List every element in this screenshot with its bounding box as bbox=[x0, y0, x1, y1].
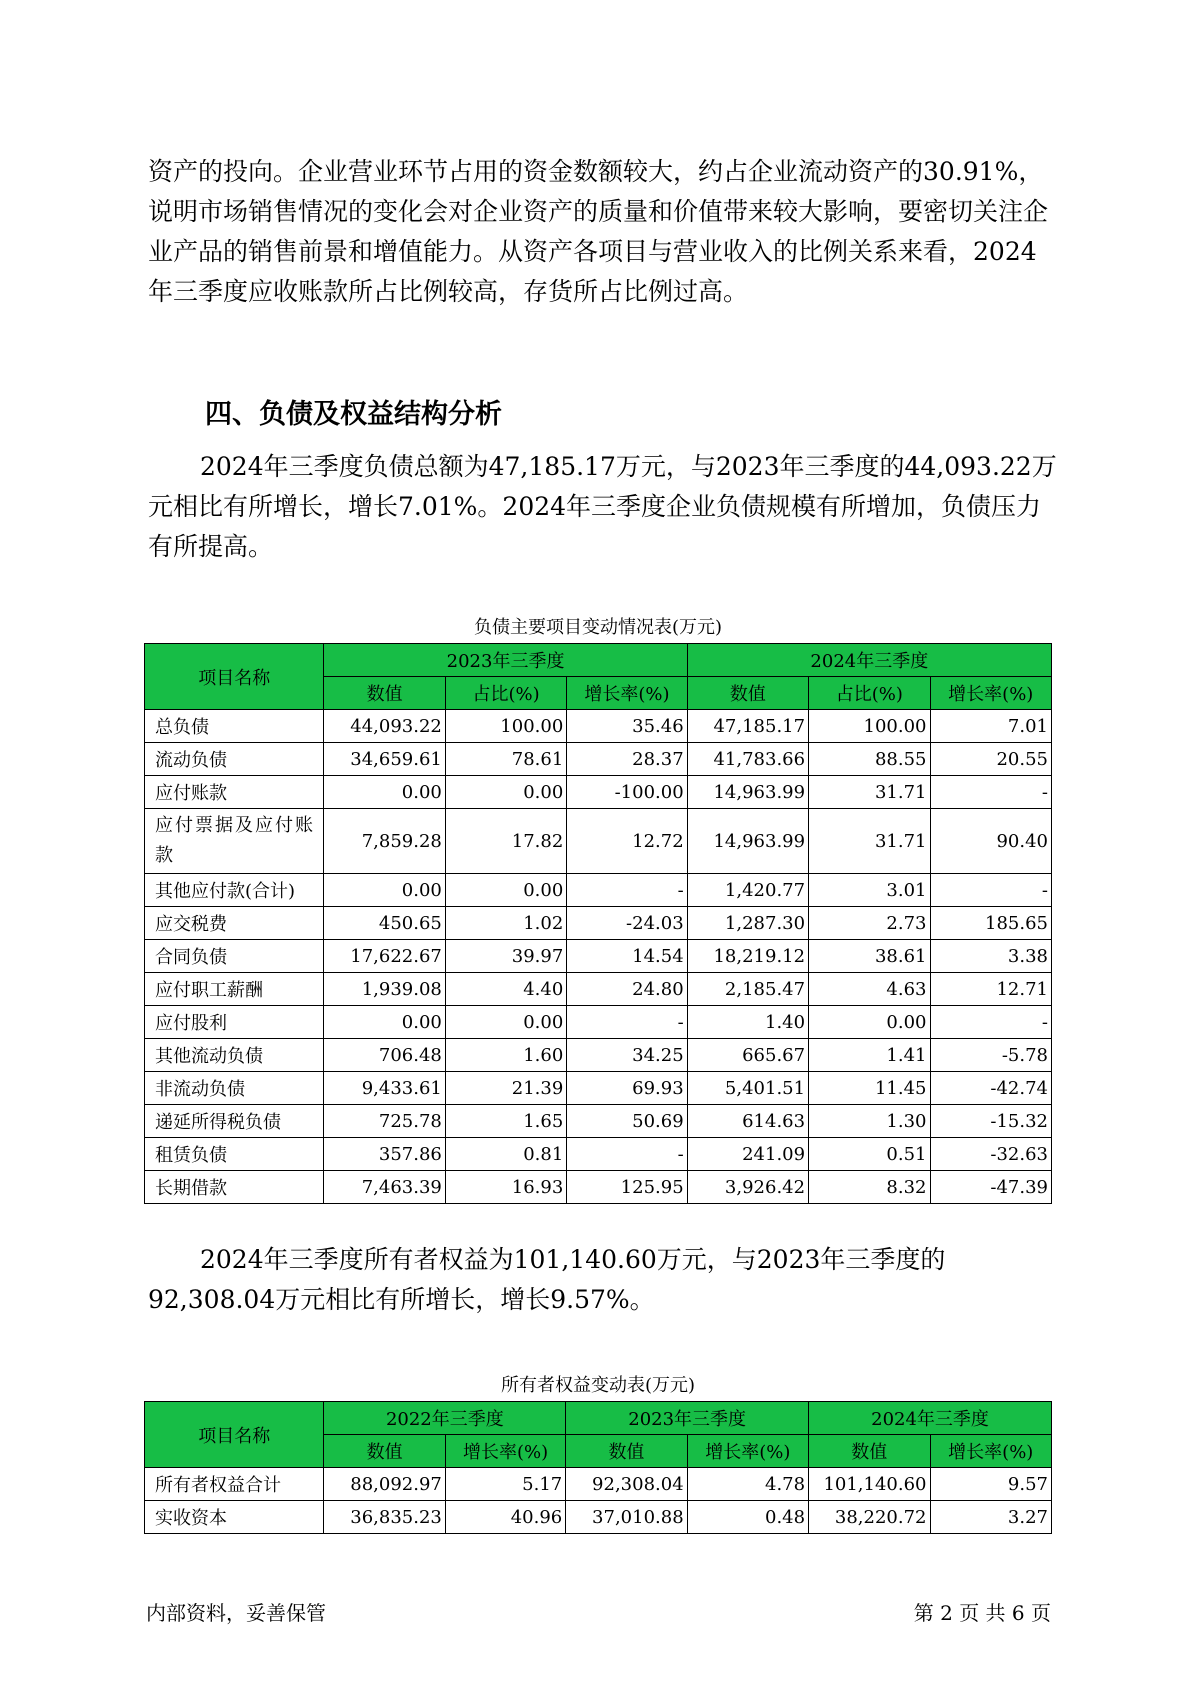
row-item-name: 其他流动负债 bbox=[145, 1039, 324, 1072]
cell-g1: 5.17 bbox=[445, 1468, 565, 1501]
header-growth: 增长率(%) bbox=[567, 677, 687, 710]
cell-s2: 2.73 bbox=[809, 907, 930, 940]
header-value: 数值 bbox=[324, 677, 445, 710]
cell-s2: 1.30 bbox=[809, 1105, 930, 1138]
cell-s1: 4.40 bbox=[445, 973, 566, 1006]
cell-v2: 3,926.42 bbox=[687, 1171, 808, 1204]
cell-s2: 3.01 bbox=[809, 874, 930, 907]
cell-g1: - bbox=[567, 874, 687, 907]
cell-s2: 8.32 bbox=[809, 1171, 930, 1204]
header-period-2024: 2024年三季度 bbox=[809, 1402, 1052, 1435]
cell-s1: 0.00 bbox=[445, 874, 566, 907]
table-row bbox=[145, 743, 1052, 776]
header-period-2023: 2023年三季度 bbox=[324, 644, 687, 677]
cell-v1: 7,859.28 bbox=[324, 809, 445, 874]
cell-v2: 41,783.66 bbox=[687, 743, 808, 776]
cell-v2: 5,401.51 bbox=[687, 1072, 808, 1105]
header-value: 数值 bbox=[687, 677, 808, 710]
cell-s1: 1.60 bbox=[445, 1039, 566, 1072]
cell-g2: -47.39 bbox=[930, 1171, 1052, 1204]
row-item-name: 总负债 bbox=[145, 710, 324, 743]
cell-v3: 38,220.72 bbox=[809, 1501, 930, 1534]
cell-s1: 1.02 bbox=[445, 907, 566, 940]
cell-v1: 88,092.97 bbox=[324, 1468, 445, 1501]
cell-v1: 17,622.67 bbox=[324, 940, 445, 973]
cell-g1: 14.54 bbox=[567, 940, 687, 973]
cell-s2: 11.45 bbox=[809, 1072, 930, 1105]
footer-confidential-note: 内部资料，妥善保管 bbox=[146, 1601, 326, 1625]
table-row bbox=[145, 907, 1052, 940]
cell-v2: 665.67 bbox=[687, 1039, 808, 1072]
cell-s1: 16.93 bbox=[445, 1171, 566, 1204]
cell-v2: 1,287.30 bbox=[687, 907, 808, 940]
cell-g1: - bbox=[567, 1138, 687, 1171]
cell-g3: 9.57 bbox=[930, 1468, 1052, 1501]
table-row bbox=[145, 809, 1052, 874]
cell-g1: 69.93 bbox=[567, 1072, 687, 1105]
cell-g1: 12.72 bbox=[567, 809, 687, 874]
header-share: 占比(%) bbox=[809, 677, 930, 710]
cell-s2: 88.55 bbox=[809, 743, 930, 776]
cell-s2: 38.61 bbox=[809, 940, 930, 973]
row-item-name: 非流动负债 bbox=[145, 1072, 324, 1105]
cell-v2: 2,185.47 bbox=[687, 973, 808, 1006]
header-period-2022: 2022年三季度 bbox=[324, 1402, 566, 1435]
cell-g2: 12.71 bbox=[930, 973, 1052, 1006]
row-item-name: 应交税费 bbox=[145, 907, 324, 940]
liabilities-table bbox=[144, 643, 1052, 1204]
header-growth: 增长率(%) bbox=[445, 1435, 565, 1468]
header-value: 数值 bbox=[809, 1435, 930, 1468]
header-value: 数值 bbox=[566, 1435, 687, 1468]
table-row bbox=[145, 710, 1052, 743]
equity-table bbox=[144, 1401, 1052, 1534]
cell-g2: 20.55 bbox=[930, 743, 1052, 776]
table-row bbox=[145, 1105, 1052, 1138]
header-growth: 增长率(%) bbox=[687, 1435, 808, 1468]
cell-s1: 0.00 bbox=[445, 776, 566, 809]
cell-v1: 0.00 bbox=[324, 1006, 445, 1039]
cell-g2: 90.40 bbox=[930, 809, 1052, 874]
cell-g2: -5.78 bbox=[930, 1039, 1052, 1072]
table-row bbox=[145, 973, 1052, 1006]
cell-v2: 92,308.04 bbox=[566, 1468, 687, 1501]
header-item-name: 项目名称 bbox=[145, 1402, 324, 1468]
cell-g1: 40.96 bbox=[445, 1501, 565, 1534]
paragraph-equity-text: 2024年三季度所有者权益为101,140.60万元，与2023年三季度的92,308.04万元相比有所增长，增长9.57%。 bbox=[148, 1245, 946, 1314]
table-row bbox=[145, 776, 1052, 809]
cell-v1: 9,433.61 bbox=[324, 1072, 445, 1105]
cell-v2: 241.09 bbox=[687, 1138, 808, 1171]
section-heading: 四、负债及权益结构分析 bbox=[205, 399, 502, 430]
table-caption-equity: 所有者权益变动表(万元) bbox=[500, 1375, 696, 1396]
row-item-name: 应付账款 bbox=[145, 776, 324, 809]
cell-v1: 450.65 bbox=[324, 907, 445, 940]
cell-v1: 0.00 bbox=[324, 874, 445, 907]
cell-g2: - bbox=[930, 776, 1052, 809]
cell-v3: 101,140.60 bbox=[809, 1468, 930, 1501]
cell-v2: 47,185.17 bbox=[687, 710, 808, 743]
table-row bbox=[145, 1006, 1052, 1039]
cell-s2: 31.71 bbox=[809, 809, 930, 874]
row-item-name: 流动负债 bbox=[145, 743, 324, 776]
cell-v2: 14,963.99 bbox=[687, 809, 808, 874]
header-period-2024: 2024年三季度 bbox=[687, 644, 1051, 677]
row-item-name: 长期借款 bbox=[145, 1171, 324, 1204]
row-item-name: 租赁负债 bbox=[145, 1138, 324, 1171]
table-row bbox=[145, 1039, 1052, 1072]
cell-s1: 1.65 bbox=[445, 1105, 566, 1138]
cell-g1: 28.37 bbox=[567, 743, 687, 776]
table-row bbox=[145, 1171, 1052, 1204]
cell-s1: 0.81 bbox=[445, 1138, 566, 1171]
cell-v1: 7,463.39 bbox=[324, 1171, 445, 1204]
cell-s1: 21.39 bbox=[445, 1072, 566, 1105]
cell-v2: 37,010.88 bbox=[566, 1501, 687, 1534]
cell-g2: 7.01 bbox=[930, 710, 1052, 743]
cell-g2: 3.38 bbox=[930, 940, 1052, 973]
cell-g2: 185.65 bbox=[930, 907, 1052, 940]
row-item-name: 递延所得税负债 bbox=[145, 1105, 324, 1138]
header-growth: 增长率(%) bbox=[930, 677, 1052, 710]
cell-v2: 614.63 bbox=[687, 1105, 808, 1138]
cell-g1: 50.69 bbox=[567, 1105, 687, 1138]
cell-g3: 3.27 bbox=[930, 1501, 1052, 1534]
cell-v2: 14,963.99 bbox=[687, 776, 808, 809]
cell-v1: 725.78 bbox=[324, 1105, 445, 1138]
cell-v1: 706.48 bbox=[324, 1039, 445, 1072]
row-item-name: 应付票据及应付账款 bbox=[145, 809, 324, 874]
cell-v1: 44,093.22 bbox=[324, 710, 445, 743]
cell-s1: 39.97 bbox=[445, 940, 566, 973]
table-row bbox=[145, 1468, 1052, 1501]
cell-s2: 4.63 bbox=[809, 973, 930, 1006]
row-item-name: 其他应付款(合计) bbox=[145, 874, 324, 907]
footer-page-number: 第 2 页 共 6 页 bbox=[913, 1601, 1051, 1625]
paragraph-liabilities bbox=[148, 447, 1058, 567]
table-caption-liabilities: 负债主要项目变动情况表(万元) bbox=[473, 617, 723, 638]
cell-v1: 0.00 bbox=[324, 776, 445, 809]
header-share: 占比(%) bbox=[445, 677, 566, 710]
cell-v1: 1,939.08 bbox=[324, 973, 445, 1006]
header-item-name: 项目名称 bbox=[145, 644, 324, 710]
cell-g2: -42.74 bbox=[930, 1072, 1052, 1105]
cell-v2: 18,219.12 bbox=[687, 940, 808, 973]
cell-g1: - bbox=[567, 1006, 687, 1039]
cell-g2: 4.78 bbox=[687, 1468, 808, 1501]
table-row bbox=[145, 1501, 1052, 1534]
cell-v2: 1,420.77 bbox=[687, 874, 808, 907]
cell-s1: 78.61 bbox=[445, 743, 566, 776]
row-item-name: 合同负债 bbox=[145, 940, 324, 973]
cell-g1: -24.03 bbox=[567, 907, 687, 940]
cell-v1: 36,835.23 bbox=[324, 1501, 445, 1534]
paragraph-equity bbox=[148, 1240, 1058, 1320]
row-item-name: 所有者权益合计 bbox=[145, 1468, 324, 1501]
cell-s1: 100.00 bbox=[445, 710, 566, 743]
cell-v1: 357.86 bbox=[324, 1138, 445, 1171]
cell-v2: 1.40 bbox=[687, 1006, 808, 1039]
cell-s2: 100.00 bbox=[809, 710, 930, 743]
cell-g1: 35.46 bbox=[567, 710, 687, 743]
cell-g1: 24.80 bbox=[567, 973, 687, 1006]
row-item-name: 应付股利 bbox=[145, 1006, 324, 1039]
row-item-name: 实收资本 bbox=[145, 1501, 324, 1534]
table-row bbox=[145, 874, 1052, 907]
row-item-name: 应付职工薪酬 bbox=[145, 973, 324, 1006]
cell-s1: 17.82 bbox=[445, 809, 566, 874]
paragraph-liabilities-text: 2024年三季度负债总额为47,185.17万元，与2023年三季度的44,093.22万元相比有所增长，增长7.01%。2024年三季度企业负债规模有所增加，负债压力有所提高。 bbox=[148, 452, 1057, 561]
table-row bbox=[145, 1072, 1052, 1105]
cell-s2: 1.41 bbox=[809, 1039, 930, 1072]
cell-s1: 0.00 bbox=[445, 1006, 566, 1039]
cell-g2: - bbox=[930, 874, 1052, 907]
cell-s2: 0.00 bbox=[809, 1006, 930, 1039]
cell-s2: 31.71 bbox=[809, 776, 930, 809]
cell-g2: - bbox=[930, 1006, 1052, 1039]
cell-v1: 34,659.61 bbox=[324, 743, 445, 776]
header-period-2023: 2023年三季度 bbox=[566, 1402, 809, 1435]
cell-g1: 34.25 bbox=[567, 1039, 687, 1072]
cell-s2: 0.51 bbox=[809, 1138, 930, 1171]
header-growth: 增长率(%) bbox=[930, 1435, 1052, 1468]
cell-g2: 0.48 bbox=[687, 1501, 808, 1534]
header-value: 数值 bbox=[324, 1435, 445, 1468]
paragraph-asset-allocation: 资产的投向。企业营业环节占用的资金数额较大，约占企业流动资产的30.91%，说明市场销售情况的变化会对企业资产的质量和价值带来较大影响，要密切关注企业产品的销售前景和增值能力。从资产各项目与营业收入的比例关系来看，2024年三季度应收账款所占比例较高，存货所占比例过高。 bbox=[148, 157, 1049, 306]
cell-g1: 125.95 bbox=[567, 1171, 687, 1204]
cell-g2: -15.32 bbox=[930, 1105, 1052, 1138]
cell-g1: -100.00 bbox=[567, 776, 687, 809]
table-row bbox=[145, 940, 1052, 973]
table-row bbox=[145, 1138, 1052, 1171]
cell-g2: -32.63 bbox=[930, 1138, 1052, 1171]
